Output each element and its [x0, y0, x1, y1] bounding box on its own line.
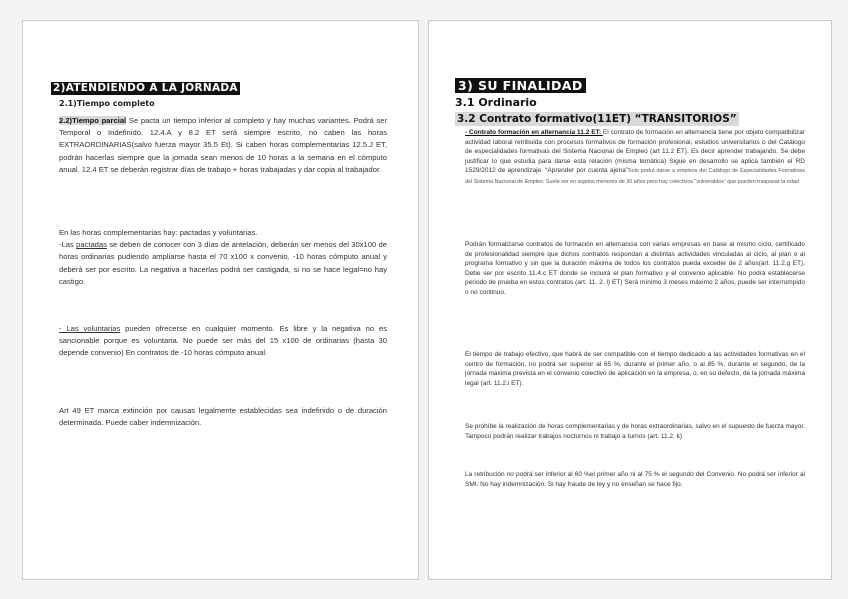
label-pactadas: pactadas [76, 240, 107, 250]
paragraph-art49: Art 49 ET marca extinción por causas legalmente establecidas sea indefinido o de duración determinada. Puede caber indemnización. [59, 406, 387, 428]
section-heading-jornada: 2)ATENDIENDO A LA JORNADA [53, 82, 238, 94]
subheading-contrato-formativo: 3.2 Contrato formativo(11ET) “TRANSITORIOS” [457, 113, 737, 125]
paragraph-formacion-alternancia [465, 128, 805, 188]
note-catalogo: Solo podrá darse a empleos del Catálogo de Especialidades Formativas del Sistema Nacional de Empleo. Suele ser en sujetos menores de 30 años pero hay colectivos “vulnerables” que pueden traspasar la edad [465, 168, 805, 185]
paragraph-voluntarias [59, 323, 387, 360]
paragraph-retribucion: La retribución no podrá ser inferior al 60 %el primer año ni al 75 % el segundo del Convenio. No podrá ser inferior al SMI. No hay indemnización. Si hay fraude de ley y no enseñan se hace fijo. [465, 471, 805, 488]
paragraph-tiempo-efectivo: El tiempo de trabajo efectivo, que habrá de ser compatible con el tiempo dedicado a las actividades formativas en el centro de formación, no podrá ser superior al 65 %, durante el primer año, o al 85 %, durante el segundo, de la jornada máxima prevista en el convenio colectivo de aplicación en la empresa, o, en su defecto, de la jornada máxima legal (art. 11.2.i ET). [465, 351, 805, 387]
text-pactadas: se deben de conocer con 3 días de antelación, deberán ser menos del 30x100 de horas ordinarias pudiendo ampliarse hasta el 70 x100 x convenio. -10 horas cómputo anual y deberá ser por escrito. La negativa a hacerlas podrá ser castigada, si no se hace legal=no hay castigo. [59, 240, 387, 286]
left-page [22, 20, 419, 580]
text-tiempo-parcial: Se pacta un tiempo inferior al completo y hay muchas variantes. Podrá ser Temporal o Indefinido. 12.4.A y 8.2 ET será siempre escrito, no caben las horas EXTRAORDINARIAS(salvo fuerza mayor 35.5 Et). Si caben horas complementarias 12.5.J ET, podrán hacerlas siempre que la jornada sean menos de 10 horas a la semana en el cómputo anual. 12.4 ET se deberán registrar días de trabajo + horas trabajadas y dar copia al trabajador. [59, 116, 387, 174]
text-formacion-alternancia: El contrato de formación en alternancia tiene por objeto compatibilizar actividad laboral retribuida con procesos formativos de formación profesional, estudios universitarios o del Catálogo de especialidades formativas del Sistema Nacional de Empleo (art 11.2 ET). Es decir aprender trabajando. Se debe justificar lo que estudia para darse esta relación (misma temática) Sigue en desarrollo se aplica también el RD 1529/2012 de aprendizaje. “Aprender por cuenta ajena” [465, 129, 805, 175]
paragraph-prohibicion-horas: Se prohíbe la realización de horas complementarias y de horas extraordinarias, salvo en el supuesto de fuerza mayor. Tampoco podrán realizar trabajos nocturnos ni trabajo a turnos (art. 11.2. k) [465, 423, 805, 440]
paragraph-horas-complementarias [59, 227, 387, 288]
subheading-ordinario: 3.1 Ordinario [455, 96, 537, 109]
paragraph-varias-empresas: Podrán formalizarse contratos de formación en alternancia con varias empresas en base al mismo ciclo, certificado de profesionalidad siempre que dichos contratos respondan a distintas actividades vinculadas al ciclo, al plan o al programa formativo y sin que la duración máxima de todos los contratos pueda exceder de 2 años(art. 11.2.g ET). Debe ser por escrito 11.4.c ET donde se incluirá el plan formativo y el convenio aplicable. No podrá establecerse periodo de prueba en estos contratos (art. 11. 2. l) ET) Será mínimo 3 meses máximo 2 años, puede ser interrumpido o no continuo. [465, 241, 805, 296]
label-tiempo-parcial: 2.2)Tiempo parcial [59, 116, 127, 125]
section-heading-finalidad: 3) SU FINALIDAD [455, 78, 586, 93]
text-voluntarias: pueden ofrecerse en cualquier momento. Es libre y la negativa no es sancionable porque es voluntaria. No puede ser más del 15 x100 de ordinarias (hasta 30 depende convenio) En contratos de -10 horas cómputo anual. [59, 324, 387, 358]
left-subheading-wrap [59, 93, 155, 111]
subheading-tiempo-completo: 2.1)Tiempo completo [59, 99, 155, 108]
text-dash-las: -Las [59, 240, 77, 250]
paragraph-tiempo-parcial [59, 115, 387, 176]
label-formacion-alternancia: - Contrato formación en alternancia 11.2 ET: [465, 129, 603, 136]
text-horas-intro: En las horas complementarias hay: pactadas y voluntarias. [59, 228, 258, 237]
label-voluntarias: - Las voluntarias [59, 324, 121, 333]
right-page [428, 20, 832, 580]
